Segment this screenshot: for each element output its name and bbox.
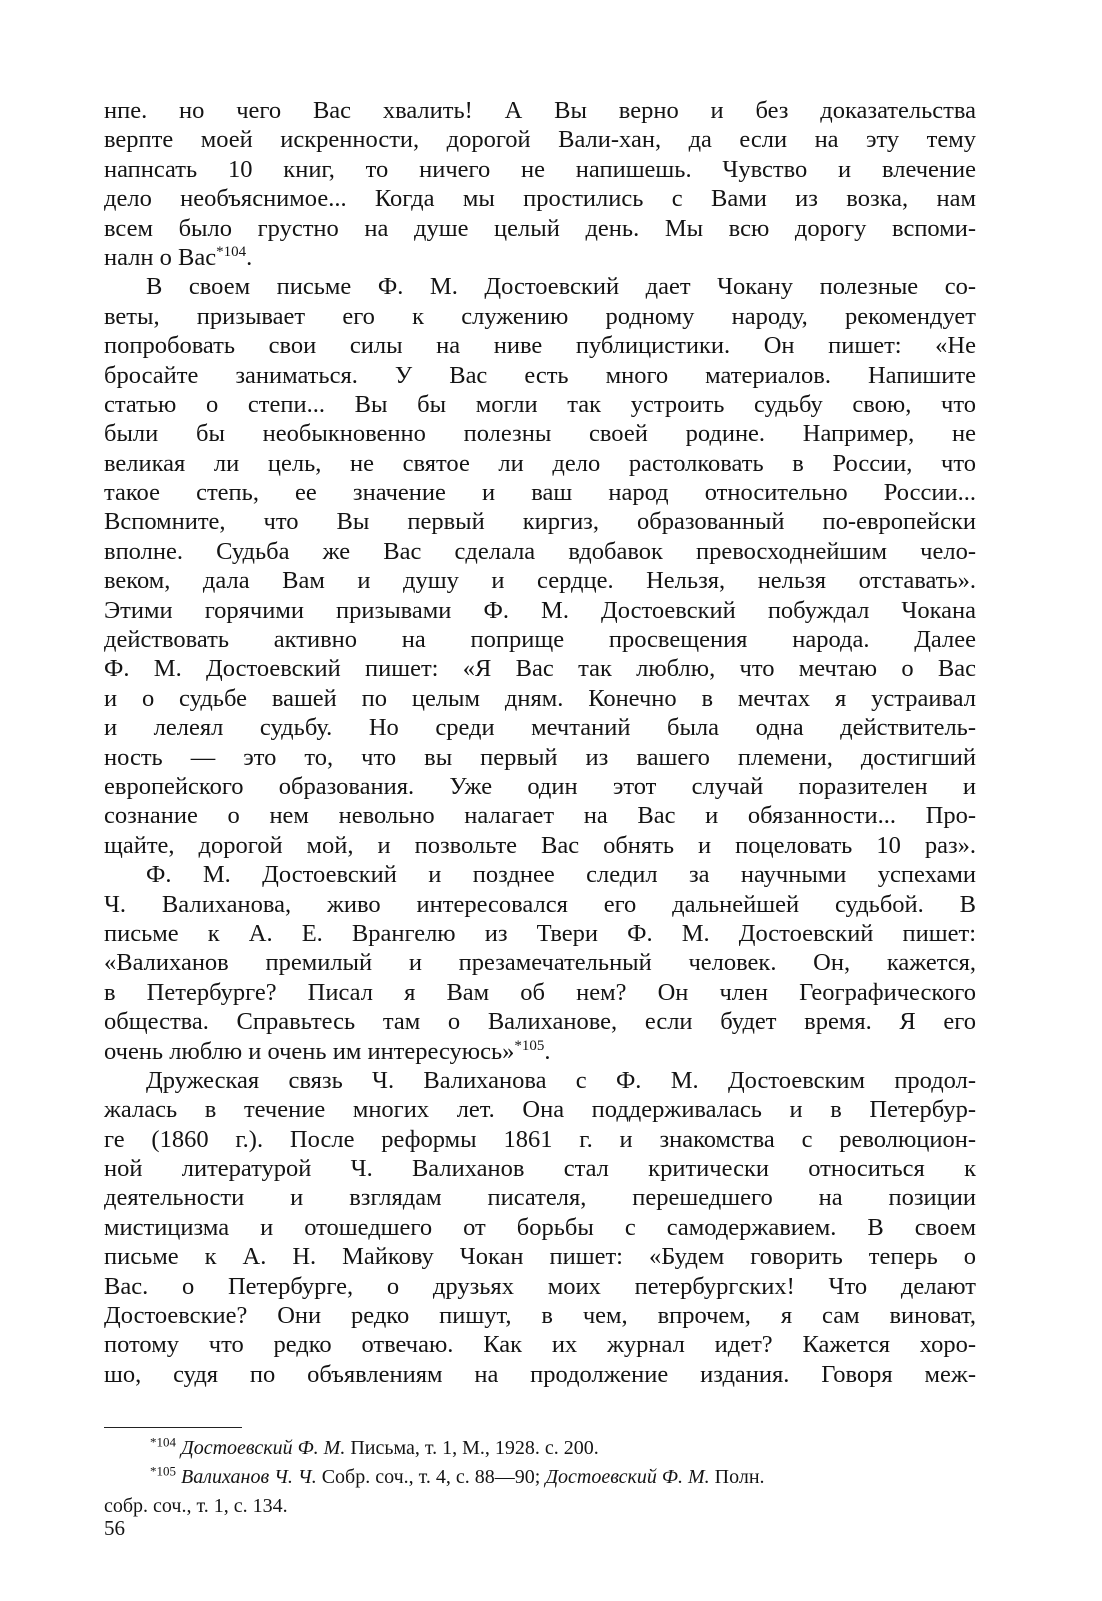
text-line: веты, призывает его к служению родному народу, рекомендует (104, 302, 976, 330)
footnotes (104, 1434, 976, 1521)
paragraph-start: В своем письме Ф. М. Достоевский дает Чокану полезные со- (146, 273, 976, 301)
text-line: жалась в течение многих лет. Она поддерживалась и в Петербур- (104, 1096, 976, 1124)
text-line: бросайте заниматься. У Вас есть много материалов. Напишите (104, 361, 976, 389)
text-line: дело необъяснимое... Когда мы простились с Вами из возка, нам (104, 185, 976, 213)
footnote-ref-104: *104 (216, 243, 247, 260)
text-line: такое степь, ее значение и ваш народ относительно России... (104, 479, 976, 507)
footnote-ref-105: *105 (514, 1037, 545, 1054)
footnote-author: Достоевский Ф. М. (181, 1437, 346, 1459)
text-line: мистицизма и отошедшего от борьбы с самодержавием. В своем (104, 1213, 976, 1241)
text-line: напнсать 10 книг, то ничего не напишешь. Чувство и влечение (104, 155, 976, 183)
footnote-text: Полн. (714, 1466, 765, 1488)
text-line: очень люблю и очень им интересуюсь»$^{*105}$. (104, 1037, 551, 1065)
text-line: ге (1860 г.). После реформы 1861 г. и знакомства с революцион- (104, 1125, 976, 1153)
text-line: вполне. Судьба же Вас сделала вдобавок превосходнейшим чело- (104, 537, 976, 565)
page-number: 56 (104, 1516, 125, 1540)
text-line: и лелеял судьбу. Но среди мечтаний была одна действитель- (104, 714, 976, 742)
footnote-author: Достоевский Ф. М. (545, 1466, 710, 1488)
footnote-author: Валиханов Ч. Ч. (181, 1466, 317, 1488)
text-line: потому что редко отвечаю. Как их журнал идет? Кажется хоро- (104, 1331, 976, 1359)
text-line: попробовать свои силы на ниве публицистики. Он пишет: «Не (104, 332, 976, 360)
text-line: общества. Справьтесь там о Валиханове, если будет время. Я его (104, 1008, 976, 1036)
text-line: великая ли цель, не святое ли дело растолковать в России, что (104, 449, 976, 477)
text-line: Достоевские? Они редко пишут, в чем, впрочем, я сам виноват, (104, 1302, 976, 1330)
text-line: письме к А. Н. Майкову Чокан пишет: «Будем говорить теперь о (104, 1243, 976, 1271)
footnote-mark: *104 (150, 1434, 176, 1450)
footnote-105 (104, 1463, 976, 1492)
text-line: «Валиханов премилый и презамечательный человек. Он, кажется, (104, 949, 976, 977)
text-line-content: очень люблю и очень им интересуюсь» (104, 1037, 515, 1065)
text-line: действовать активно на поприще просвещения народа. Далее (104, 626, 976, 654)
paragraph-start: Ф. М. Достоевский и позднее следил за научными успехами (146, 861, 976, 889)
footnote-text: Письма, т. 1, М., 1928. с. 200. (350, 1437, 599, 1459)
text-line: Ф. М. Достоевский пишет: «Я Вас так люблю, что мечтаю о Вас (104, 655, 976, 683)
footnote-mark: *105 (150, 1463, 176, 1479)
text-line: были бы необыкновенно полезны своей родине. Например, не (104, 420, 976, 448)
text-line: ной литературой Ч. Валиханов стал критически относиться к (104, 1155, 976, 1183)
text-line: всем было грустно на душе целый день. Мы всю дорогу вспоми- (104, 214, 976, 242)
text-line: Вспомните, что Вы первый киргиз, образованный по-европейски (104, 508, 976, 536)
text-line: Ч. Валиханова, живо интересовался его дальнейшей судьбой. В (104, 890, 976, 918)
footnote-separator (104, 1427, 242, 1428)
text-line: налн о Вас$^{*104}$. (104, 243, 253, 271)
text-line: в Петербурге? Писал я Вам об нем? Он член Географического (104, 978, 976, 1006)
text-line: сознание о нем невольно налагает на Вас и обязанности... Про- (104, 802, 976, 830)
footnote-text: Собр. соч., т. 4, с. 88—90; (321, 1466, 541, 1488)
footnote-104 (104, 1434, 976, 1463)
text-line: деятельности и взглядам писателя, перешедшего на позиции (104, 1184, 976, 1212)
footnote-105-continuation: собр. соч., т. 1, с. 134. (104, 1495, 288, 1517)
text-line: письме к А. Е. Врангелю из Твери Ф. М. Достоевский пишет: (104, 919, 976, 947)
text-line: щайте, дорогой мой, и позвольте Вас обнять и поцеловать 10 раз». (104, 831, 976, 859)
text-line: Этими горячими призывами Ф. М. Достоевский побуждал Чокана (104, 596, 976, 624)
text-line: европейского образования. Уже один этот случай поразителен и (104, 772, 976, 800)
paragraph-start: Дружеская связь Ч. Валиханова с Ф. М. Достоевским продол- (146, 1066, 976, 1094)
text-line: веком, дала Вам и душу и сердце. Нельзя, нельзя отставать». (104, 567, 976, 595)
text-line: нпе. но чего Вас хвалить! А Вы верно и без доказательства (104, 97, 976, 124)
text-line: ность — это то, что вы первый из вашего племени, достигший (104, 743, 976, 771)
text-line-content: налн о Вас (104, 243, 217, 271)
text-line: Вас. о Петербурге, о друзьях моих петербургских! Что делают (104, 1272, 976, 1300)
text-line: и о судьбе вашей по целым дням. Конечно в мечтах я устраивал (104, 684, 976, 712)
body-text (104, 96, 976, 1389)
text-line: шо, судя по объявлениям на продолжение издания. Говоря меж- (104, 1360, 976, 1388)
text-line: верпте моей искренности, дорогой Вали-хан, да если на эту тему (104, 126, 976, 154)
text-line: статью о степи... Вы бы могли так устроить судьбу свою, что (104, 390, 976, 418)
